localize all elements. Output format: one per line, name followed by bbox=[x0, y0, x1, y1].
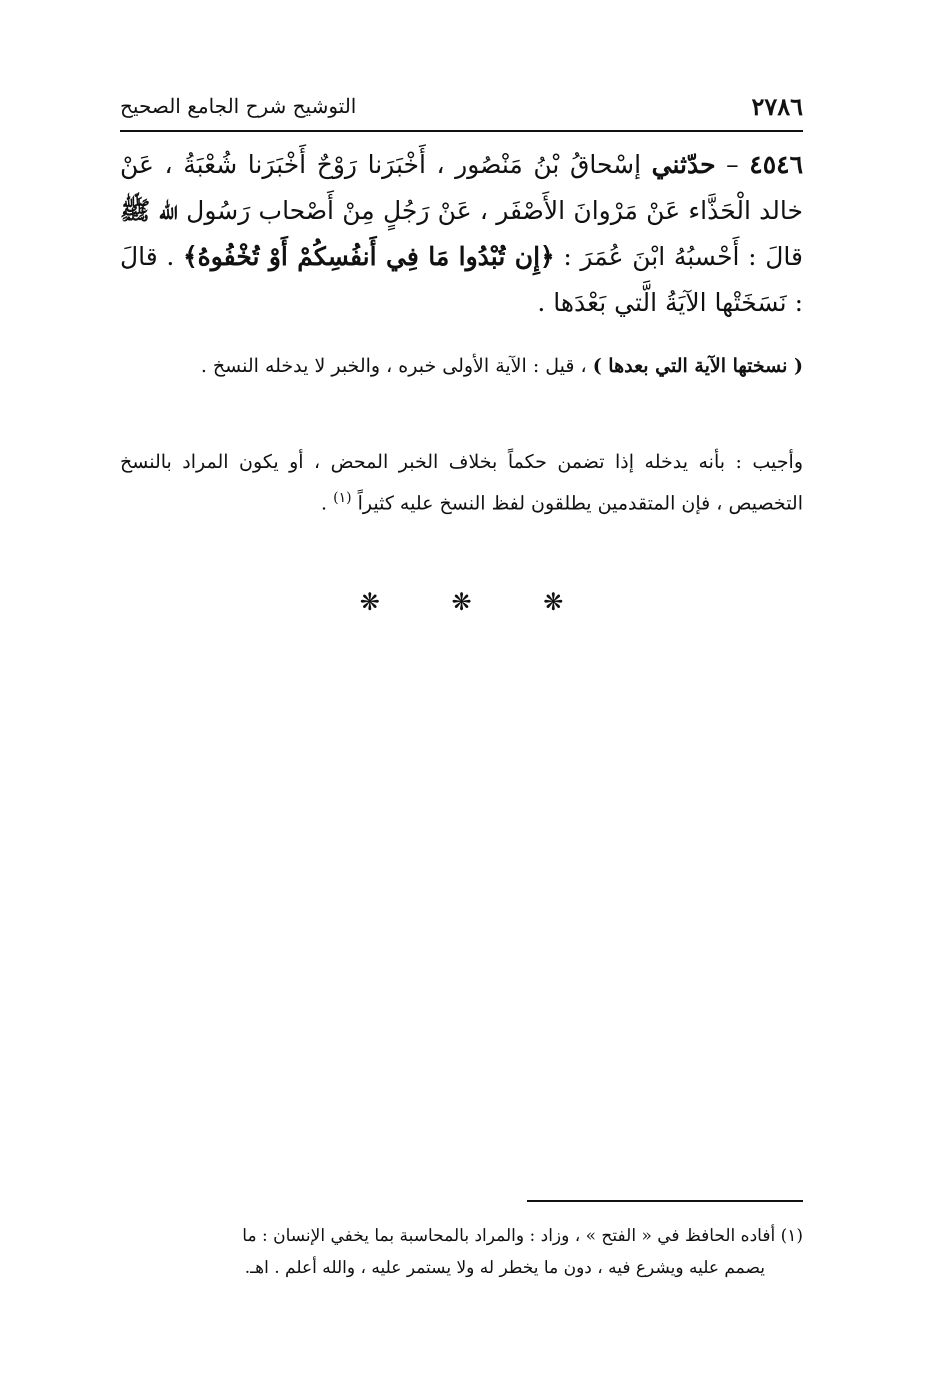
hadith-chain-1: إسْحاقُ بْنُ مَنْصُور ، أَخْبَرَنا رَوْحٌ أَخْبَرَنا شُعْبَةُ ، عَنْ خالد الْحَذَّاء عَنْ مَرْوانَ الأَصْفَر ، عَنْ رَجُلٍ مِنْ أَصْحاب رَسُول bbox=[120, 150, 803, 225]
quran-verse: ﴿إِن تُبْدُوا مَا فِي أَنفُسِكُمْ أَوْ تُخْفُوهُ﴾ bbox=[183, 242, 555, 271]
hadith-dash: – bbox=[715, 150, 750, 179]
hadith-prophet-name: الله ﷺ bbox=[120, 196, 178, 225]
footnote-line-1: (١) أفاده الحافظ في « الفتح » ، وزاد : والمراد بالمحاسبة بما يخفي الإنسان : ما bbox=[242, 1226, 803, 1246]
footnote-reference: (١) bbox=[333, 490, 352, 506]
book-page bbox=[120, 0, 803, 1384]
footnote-rule bbox=[527, 1200, 803, 1202]
commentary-paragraph-1 bbox=[120, 348, 803, 384]
commentary-text-2: وأجيب : بأنه يدخله إذا تضمن حكماً بخلاف الخبر المحض ، أو يكون المراد بالنسخ التخصيص ، فإن المتقدمين يطلقون لفظ النسخ عليه كثيراً bbox=[120, 451, 803, 515]
running-title: التوشيح شرح الجامع الصحيح bbox=[120, 94, 357, 118]
star-ornament-icon: ❋ bbox=[359, 588, 380, 616]
star-ornament-icon: ❋ bbox=[543, 588, 564, 616]
commentary-text-1: ، قيل : الآية الأولى خبره ، والخبر لا يدخله النسخ . bbox=[200, 355, 593, 377]
hadith-text bbox=[120, 142, 803, 326]
hadith-chain-2: قالَ : أَحْسبُهُ ابْنَ عُمَرَ : bbox=[554, 242, 803, 271]
commentary-paragraph-2 bbox=[120, 444, 803, 521]
section-separator bbox=[120, 588, 803, 616]
hadith-chain-3: . قالَ : نَسَخَتْها الآيَةُ الَّتي بَعْدَها . bbox=[120, 242, 803, 317]
footnote-line-2: يصمم عليه ويشرع فيه ، دون ما يخطر له ولا يستمر عليه ، والله أعلم . اهـ. bbox=[244, 1258, 765, 1278]
page-header bbox=[120, 88, 803, 128]
commentary-text-2-end: . bbox=[321, 492, 334, 515]
hadith-lead-word: حدّثني bbox=[651, 150, 716, 179]
hadith-number: ٤٥٤٦ bbox=[749, 150, 803, 179]
header-rule bbox=[120, 130, 803, 132]
commentary-phrase: ( نسختها الآية التي بعدها ) bbox=[592, 355, 803, 377]
page-number: ٢٧٨٦ bbox=[751, 92, 803, 121]
star-ornament-icon: ❋ bbox=[451, 588, 472, 616]
footnote bbox=[120, 1220, 803, 1284]
